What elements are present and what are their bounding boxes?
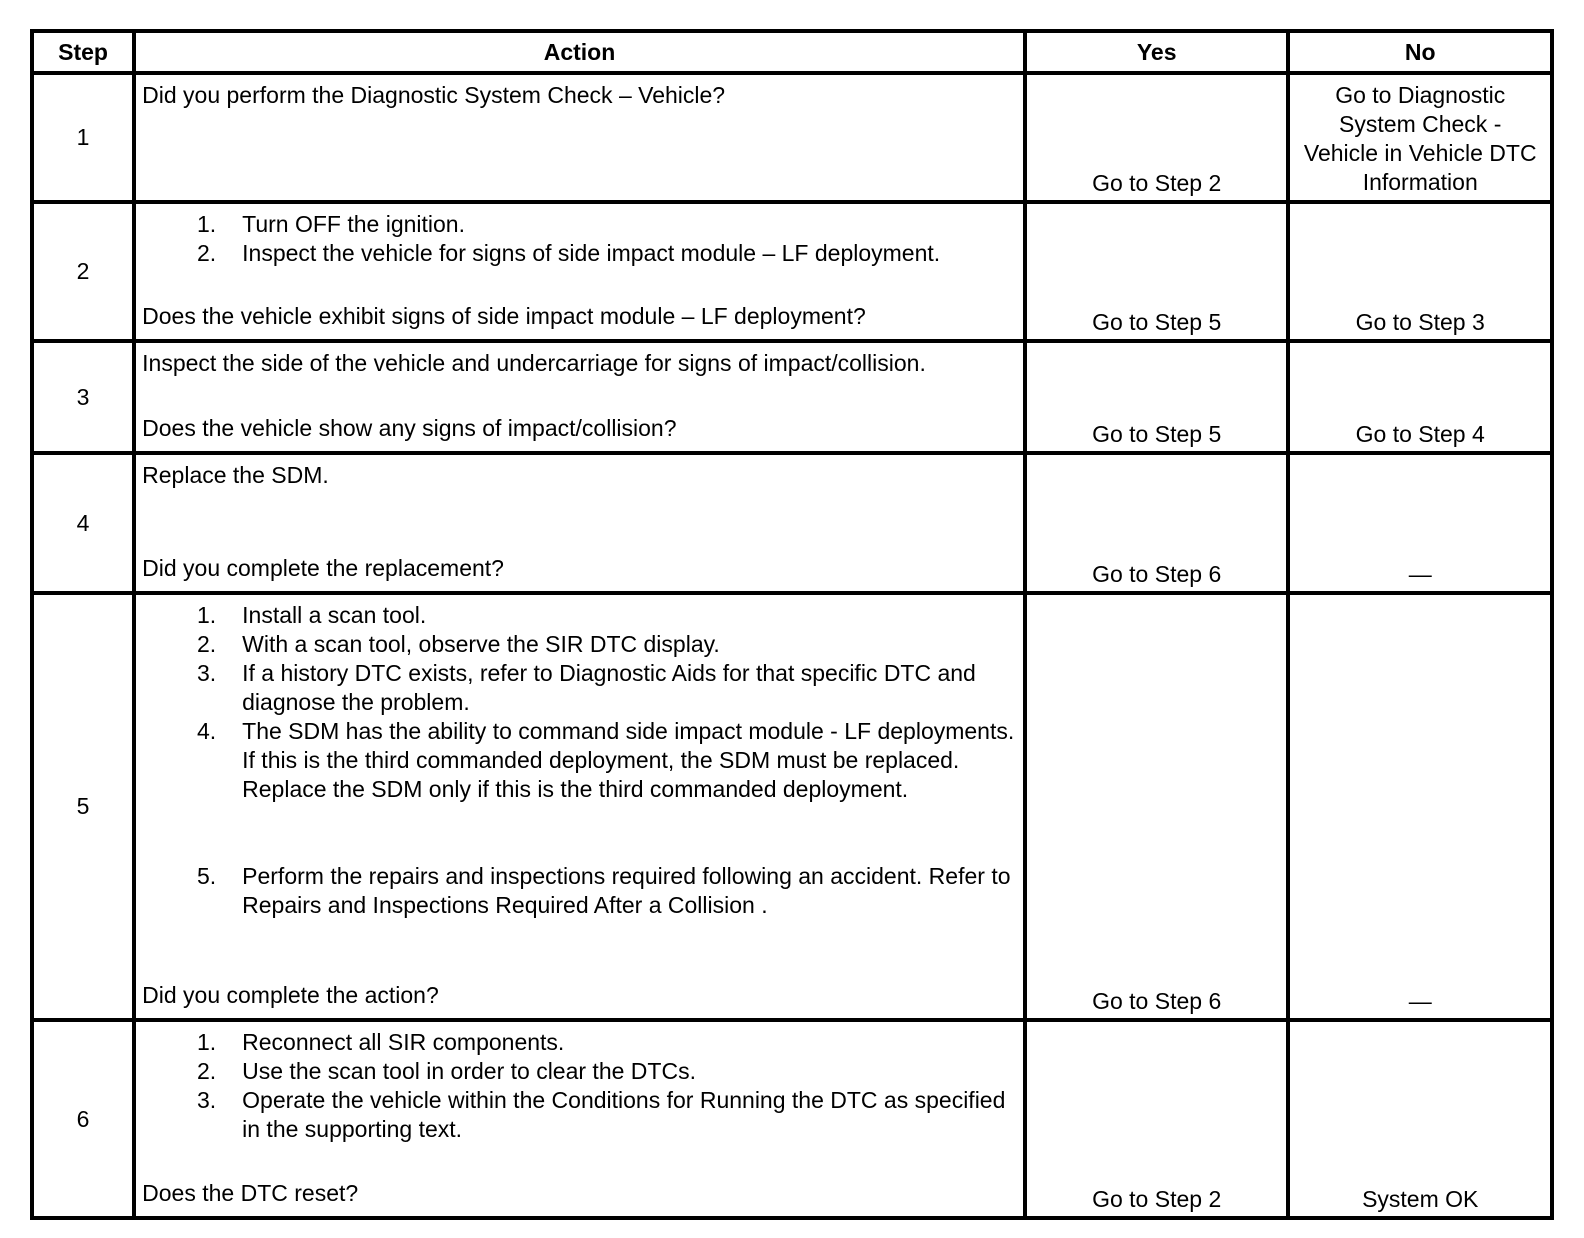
action-text: Inspect the side of the vehicle and undercarriage for signs of impact/collision. — [142, 350, 926, 377]
table-row — [32, 73, 1552, 202]
action-list — [142, 1028, 1017, 1144]
list-item-number: 3. — [196, 660, 217, 687]
yes-cell: Go to Step 2 — [1025, 73, 1289, 202]
list-item-number: 3. — [196, 1087, 217, 1114]
list-item — [142, 862, 1017, 920]
list-item-text: Operate the vehicle within the Conditions for Running the DTC as specified in the supporting text. — [242, 1087, 1006, 1143]
action-question: Did you complete the replacement? — [142, 555, 504, 582]
action-text: Did you perform the Diagnostic System Check – Vehicle? — [142, 82, 726, 108]
action-question: Does the DTC reset? — [142, 1180, 359, 1206]
list-item-text: Reconnect all SIR components. — [242, 1029, 565, 1056]
action-cell — [134, 1020, 1025, 1218]
list-item — [142, 239, 1017, 268]
no-cell: System OK — [1288, 1020, 1552, 1218]
yes-cell: Go to Step 6 — [1025, 453, 1289, 593]
no-cell: Go to Step 3 — [1288, 202, 1552, 341]
list-item-number: 5. — [196, 863, 217, 890]
header-no: No — [1288, 31, 1552, 73]
list-item — [142, 1057, 1017, 1086]
list-item-number: 1. — [196, 211, 217, 237]
list-item-number: 1. — [196, 1029, 217, 1056]
list-item-number: 4. — [196, 718, 217, 745]
action-question: Does the vehicle exhibit signs of side impact module – LF deployment? — [142, 303, 866, 330]
list-item — [142, 1028, 1017, 1057]
list-item — [142, 717, 1017, 804]
table-row — [32, 593, 1552, 1020]
action-list — [142, 862, 1017, 920]
step-number: 1 — [32, 73, 134, 202]
action-list — [142, 210, 1017, 268]
list-item-number: 2. — [196, 1058, 217, 1085]
list-item — [142, 210, 1017, 239]
header-row — [32, 31, 1552, 73]
no-cell — [1288, 73, 1552, 202]
table-row — [32, 202, 1552, 341]
list-item-text: The SDM has the ability to command side impact module - LF deployments. If this is the third commanded deployment, the SDM must be replaced. Replace the SDM only if this is the third commanded deployment. — [242, 718, 1015, 803]
list-item-text: Inspect the vehicle for signs of side impact module – LF deployment. — [242, 240, 941, 266]
action-cell — [134, 202, 1025, 341]
list-item — [142, 1086, 1017, 1144]
no-text: Go to Diagnostic System Check - Vehicle in Vehicle DTC Information — [1303, 82, 1537, 195]
diagnostic-table — [30, 29, 1554, 1220]
no-cell: — — [1288, 593, 1552, 1020]
action-question: Does the vehicle show any signs of impact/collision? — [142, 414, 677, 441]
step-number: 3 — [32, 341, 134, 453]
header-step: Step — [32, 31, 134, 73]
list-item — [142, 630, 1017, 659]
action-text: Replace the SDM. — [142, 461, 329, 488]
action-cell — [134, 341, 1025, 453]
step-number: 4 — [32, 453, 134, 593]
table-row — [32, 453, 1552, 593]
table-row — [32, 341, 1552, 453]
list-item-text: Use the scan tool in order to clear the DTCs. — [242, 1058, 696, 1085]
list-item-number: 1. — [196, 602, 217, 629]
action-cell — [134, 453, 1025, 593]
header-action: Action — [134, 31, 1025, 73]
yes-cell: Go to Step 6 — [1025, 593, 1289, 1020]
list-item — [142, 601, 1017, 630]
list-item — [142, 659, 1017, 717]
yes-cell: Go to Step 2 — [1025, 1020, 1289, 1218]
list-item-text: Turn OFF the ignition. — [242, 211, 465, 237]
step-number: 2 — [32, 202, 134, 341]
yes-cell: Go to Step 5 — [1025, 202, 1289, 341]
list-item-number: 2. — [196, 631, 217, 658]
action-cell — [134, 73, 1025, 202]
action-cell — [134, 593, 1025, 1020]
list-item-text: Install a scan tool. — [242, 602, 427, 629]
yes-cell: Go to Step 5 — [1025, 341, 1289, 453]
list-item-number: 2. — [196, 240, 217, 266]
action-question: Did you complete the action? — [142, 982, 439, 1009]
list-item-text: Perform the repairs and inspections required following an accident. Refer to Repairs and Inspections Required After a Collision . — [242, 863, 1011, 919]
step-number: 5 — [32, 593, 134, 1020]
no-cell: — — [1288, 453, 1552, 593]
no-cell: Go to Step 4 — [1288, 341, 1552, 453]
step-number: 6 — [32, 1020, 134, 1218]
table-row — [32, 1020, 1552, 1218]
header-yes: Yes — [1025, 31, 1289, 73]
action-list — [142, 601, 1017, 804]
list-item-text: If a history DTC exists, refer to Diagnostic Aids for that specific DTC and diagnose the problem. — [242, 660, 976, 716]
list-item-text: With a scan tool, observe the SIR DTC display. — [242, 631, 720, 658]
